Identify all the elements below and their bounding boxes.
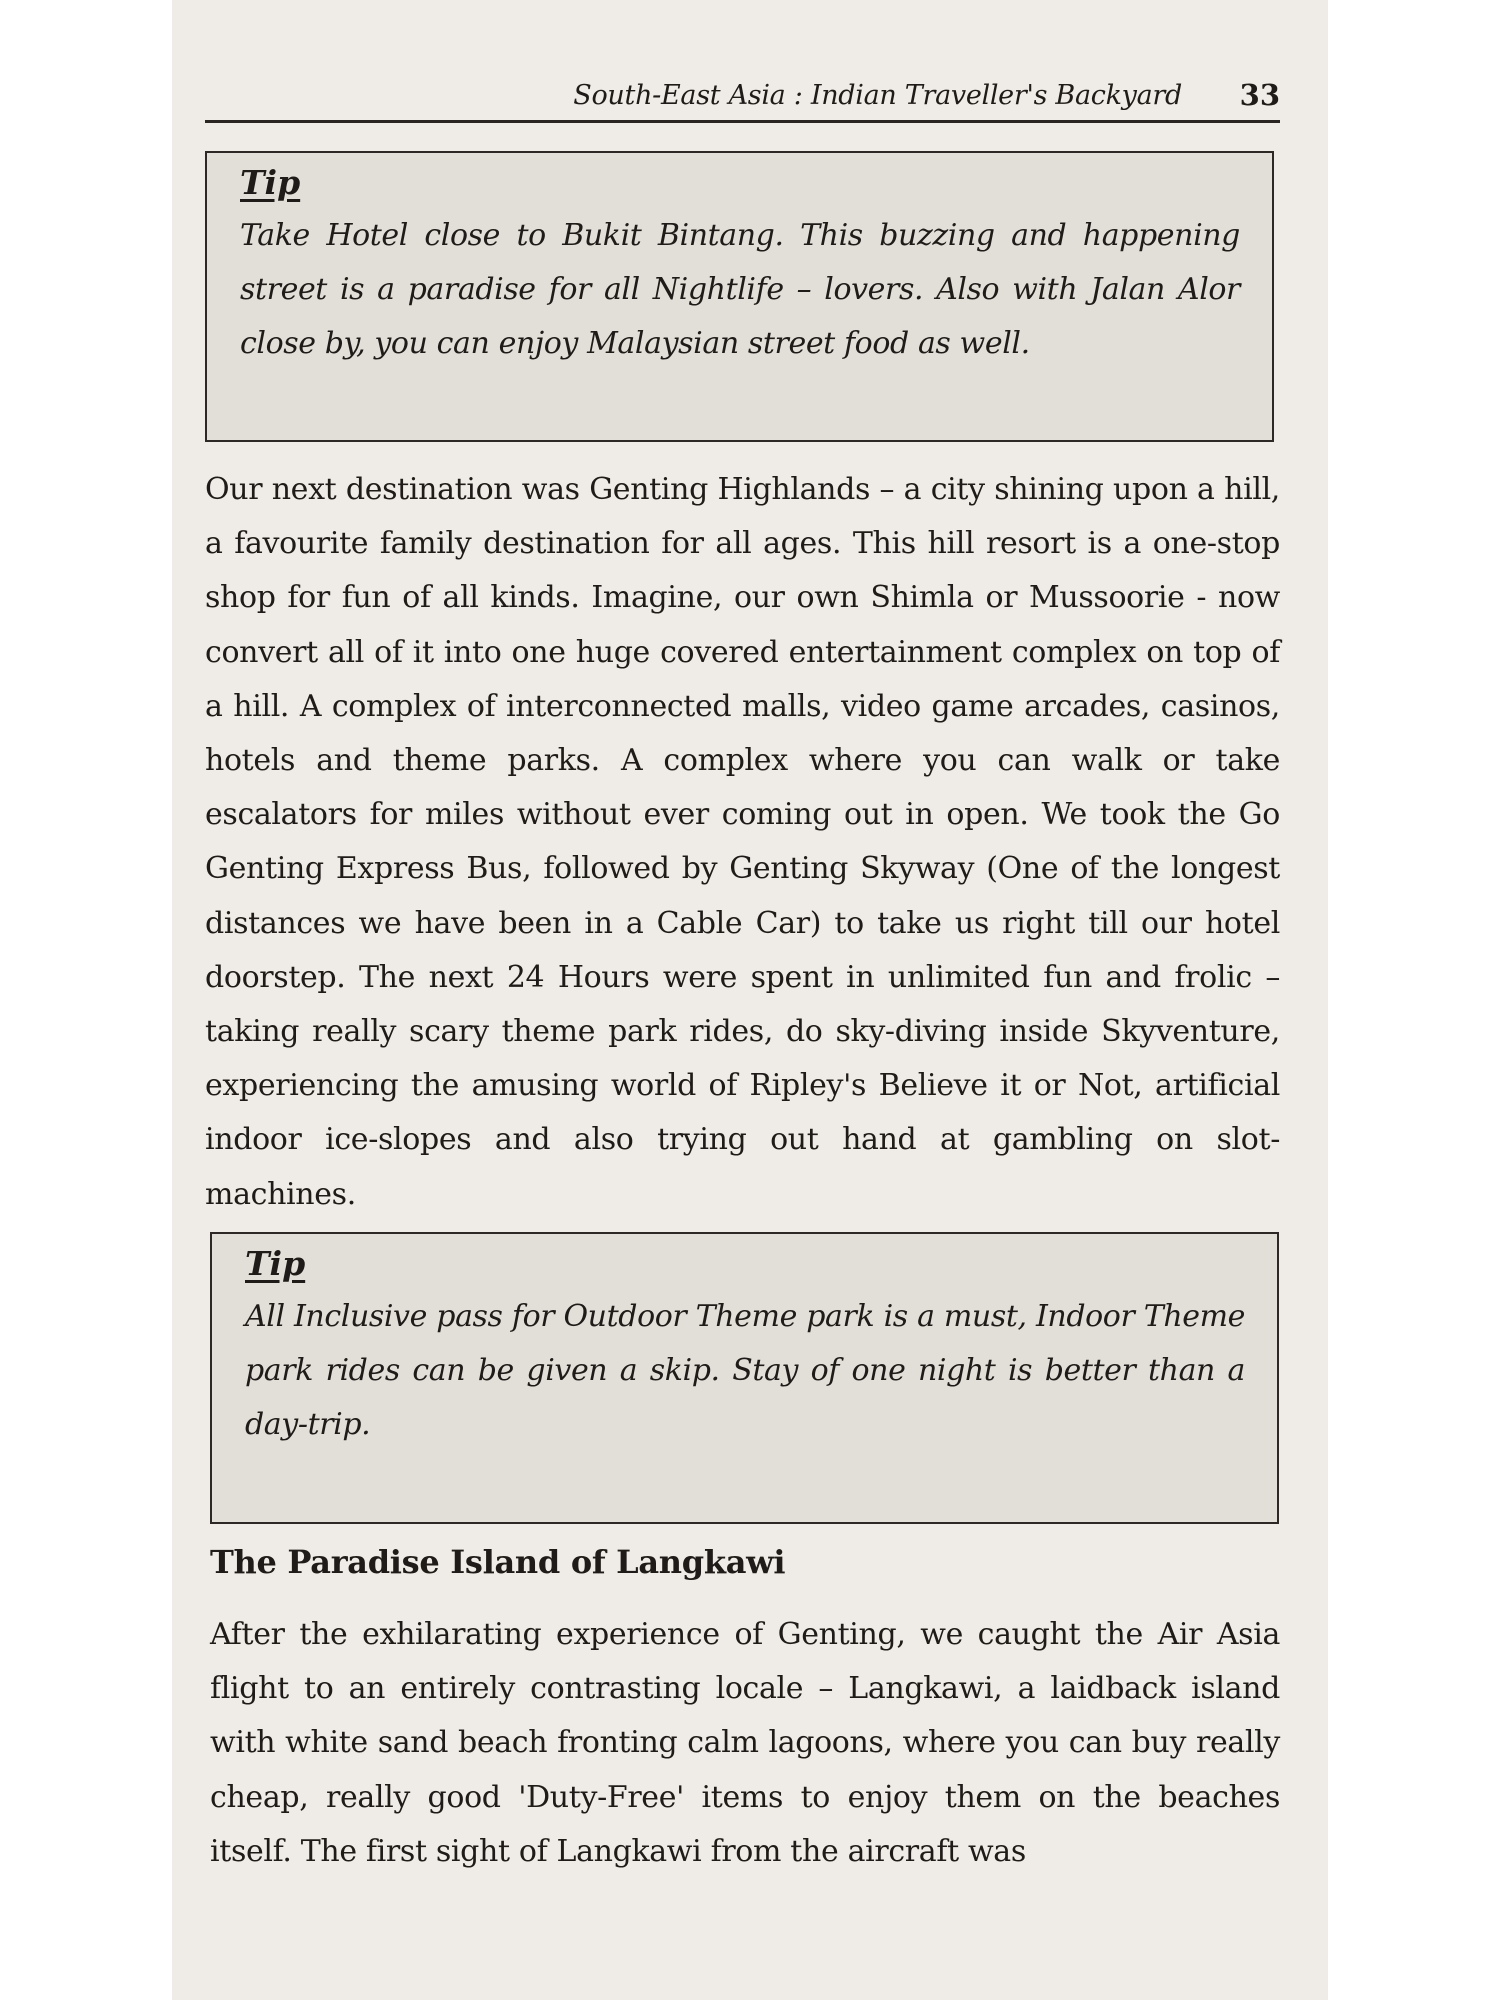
book-page <box>172 0 1328 2000</box>
running-title: South-East Asia : Indian Traveller's Backyard <box>573 80 1182 111</box>
section-heading: The Paradise Island of Langkawi <box>210 1543 786 1581</box>
tip-text: Take Hotel close to Bukit Bintang. This buzzing and happening street is a paradise for all Nightlife – lovers. Also with Jalan Alor close by, you can enjoy Malaysian street food as well. <box>240 218 1240 361</box>
tip-label: Tip <box>240 163 301 202</box>
body-paragraph: Our next destination was Genting Highlands – a city shining upon a hill, a favourite family destination for all ages. This hill resort is a one-stop shop for fun of all kinds. Imagine, our own Shimla or Mussoorie - now convert all of it into one huge covered entertainment complex on top of a hill. A complex of interconnected malls, video game arcades, casinos, hotels and theme parks. A complex where you can walk or take escalators for miles without ever coming out in open. We took the Go Genting Express Bus, followed by Genting Skyway (One of the longest distances we have been in a Cable Car) to take us right till our hotel doorstep. The next 24 Hours were spent in unlimited fun and frolic – taking really scary theme park rides, do sky-diving inside Skyventure, experiencing the amusing world of Ripley's Believe it or Not, artificial indoor ice-slopes and also trying out hand at gambling on slot-machines. <box>205 472 1280 1212</box>
body-paragraph: After the exhilarating experience of Genting, we caught the Air Asia flight to an entirely contrasting locale – Langkawi, a laidback island with white sand beach fronting calm lagoons, where you can buy really cheap, really good 'Duty-Free' items to enjoy them on the beaches itself. The first sight of Langkawi from the aircraft was <box>210 1617 1280 1869</box>
tip-label: Tip <box>245 1244 306 1283</box>
tip-box <box>210 1232 1279 1524</box>
tip-box <box>205 151 1274 442</box>
tip-text: All Inclusive pass for Outdoor Theme park is a must, Indoor Theme park rides can be given a skip. Stay of one night is better than a day-trip. <box>245 1299 1245 1442</box>
page-number: 33 <box>1239 78 1280 112</box>
running-header <box>205 78 1280 123</box>
